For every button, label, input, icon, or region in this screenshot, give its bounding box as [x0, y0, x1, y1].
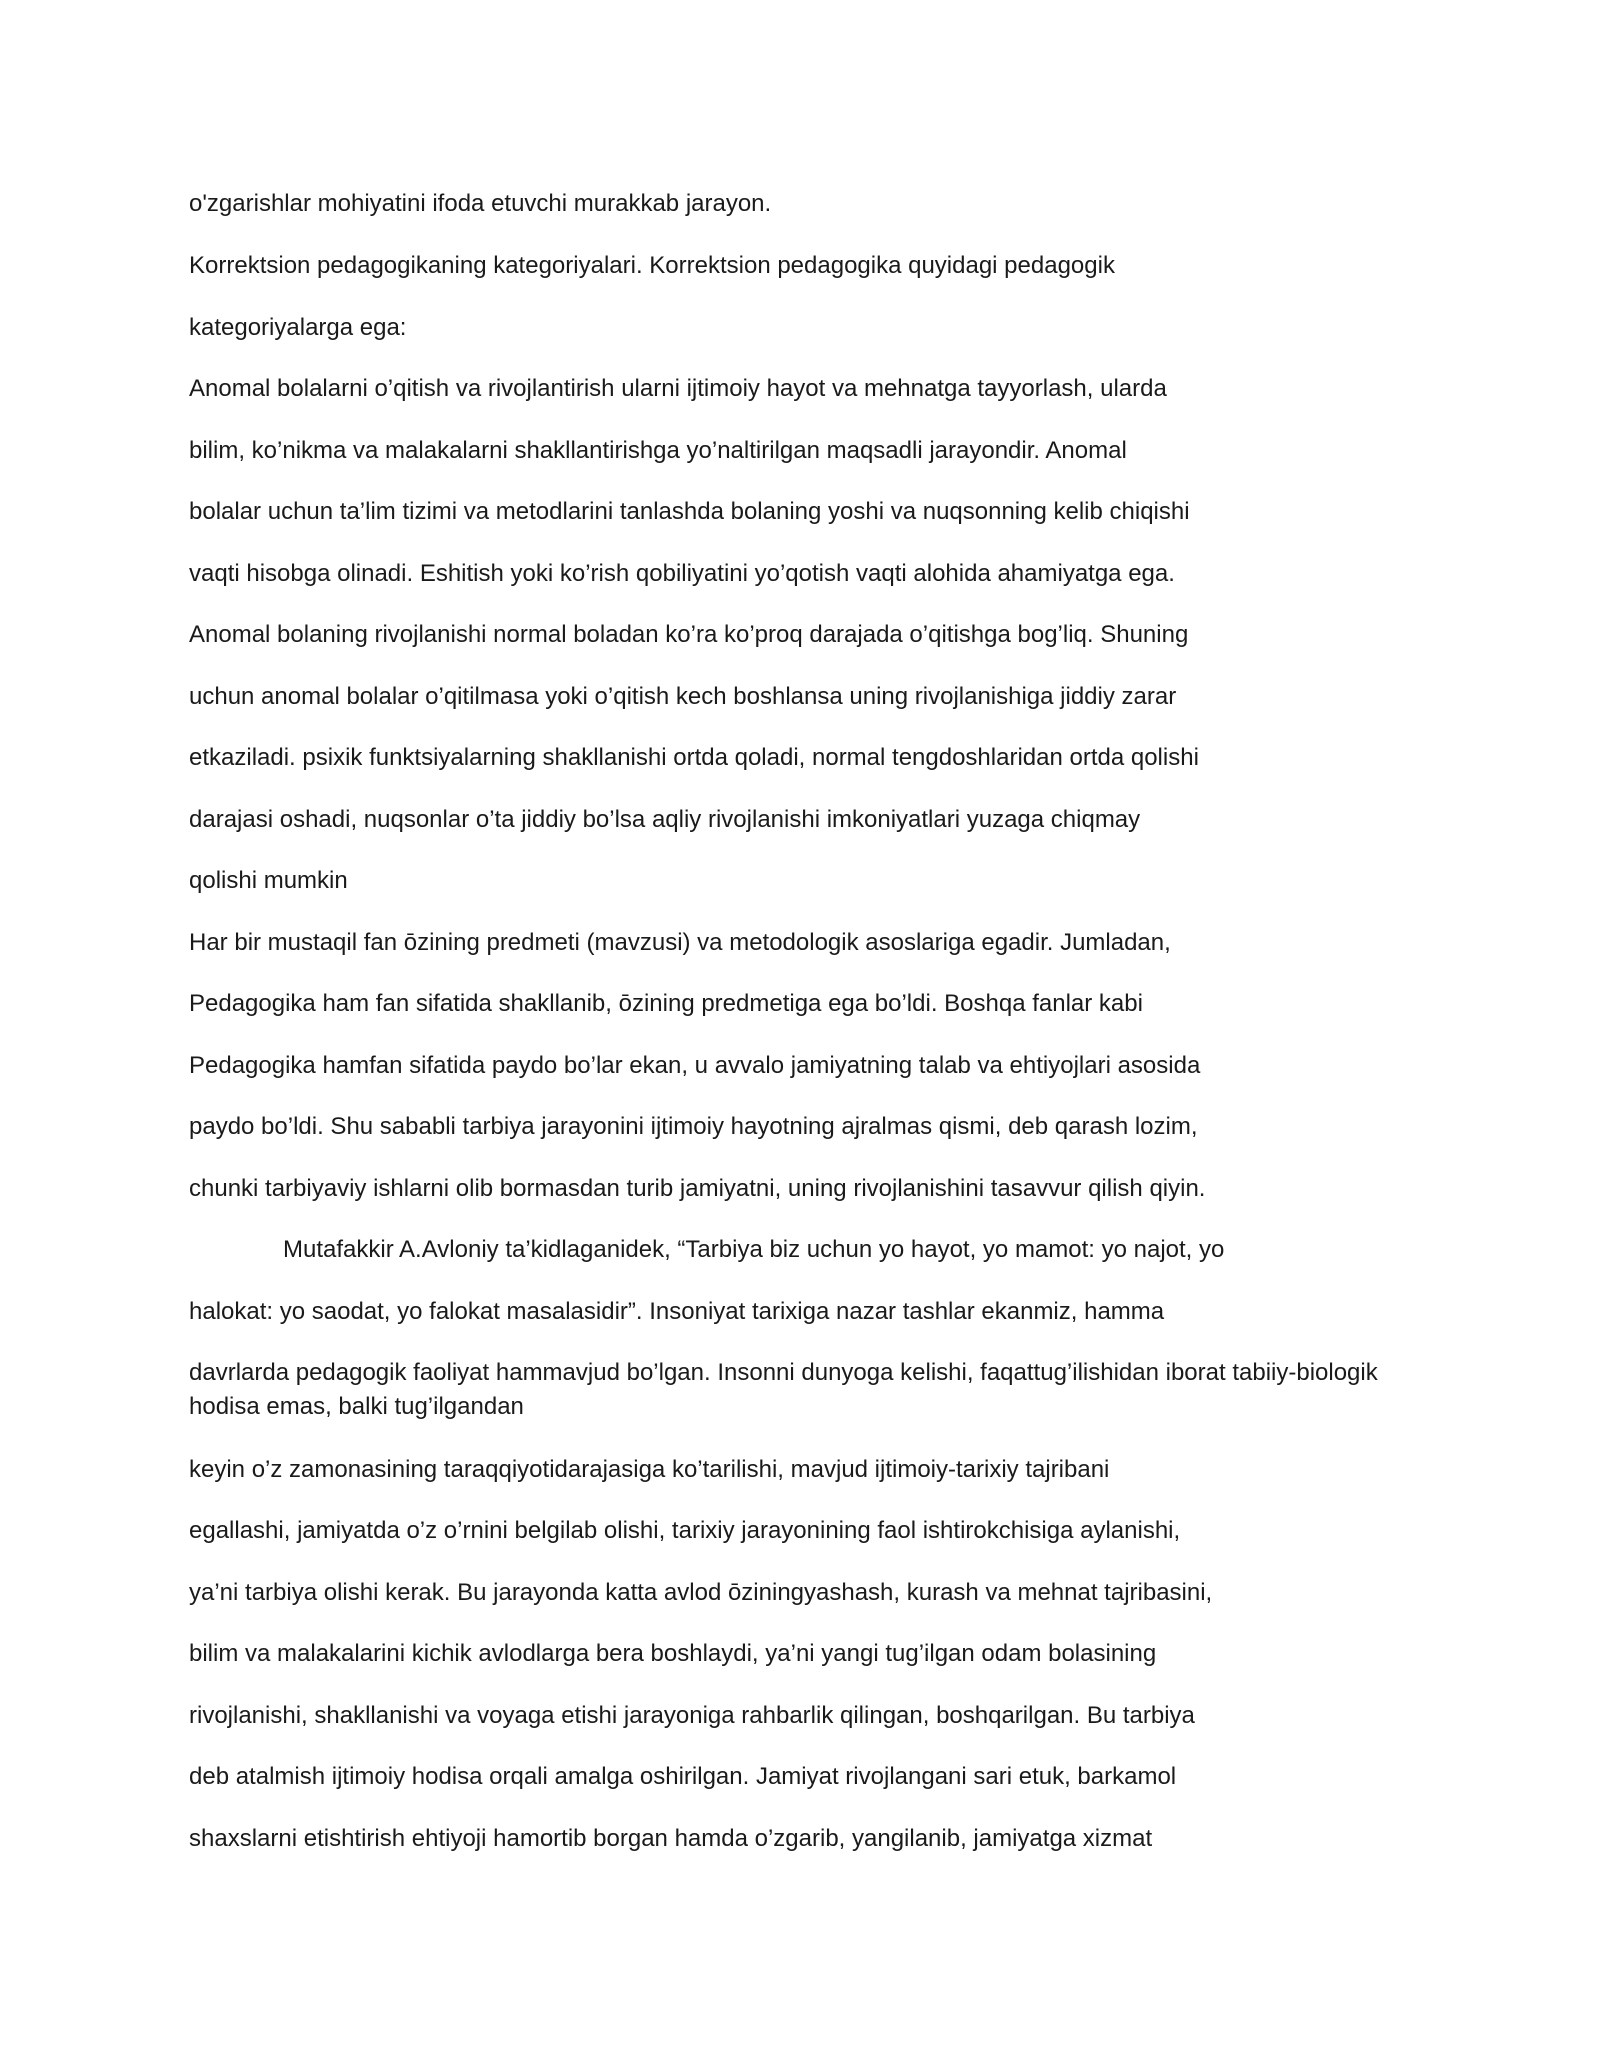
text-line: kategoriyalarga ega: — [189, 314, 407, 341]
text-line: uchun anomal bolalar o’qitilmasa yoki o’qitish kech boshlansa uning rivojlanishiga jiddiy zarar — [189, 683, 1177, 710]
text-line-indented: Mutafakkir A.Avloniy ta’kidlaganidek, “Tarbiya biz uchun yo hayot, yo mamot: yo najot, yo — [283, 1236, 1225, 1263]
text-line: egallashi, jamiyatda o’z o’rnini belgilab olishi, tarixiy jarayonining faol ishtirokchisiga aylanishi, — [189, 1517, 1181, 1544]
text-line: Har bir mustaqil fan ōzining predmeti (mavzusi) va metodologik asoslariga egadir. Jumladan, — [189, 929, 1171, 956]
text-line: Anomal bolaning rivojlanishi normal boladan ko’ra ko’proq darajada o’qitishga bog’liq. Shuning — [189, 621, 1189, 648]
text-line: vaqti hisobga olinadi. Eshitish yoki ko’rish qobiliyatini yo’qotish vaqti alohida ahamiyatga ega. — [189, 560, 1175, 587]
text-line: bilim, ko’nikma va malakalarni shakllantirishga yo’naltirilgan maqsadli jarayondir. Anomal — [189, 437, 1127, 464]
text-line: ya’ni tarbiya olishi kerak. Bu jarayonda katta avlod ōziningyashash, kurash va mehnat tajribasini, — [189, 1579, 1213, 1606]
text-line: Pedagogika ham fan sifatida shakllanib, ōzining predmetiga ega bo’ldi. Boshqa fanlar kabi — [189, 990, 1143, 1017]
text-line: keyin o’z zamonasining taraqqiyotidarajasiga ko’tarilishi, mavjud ijtimoiy-tarixiy tajribani — [189, 1456, 1110, 1483]
text-line: qolishi mumkin — [189, 867, 348, 894]
text-line: Pedagogika hamfan sifatida paydo bo’lar ekan, u avvalo jamiyatning talab va ehtiyojlari asosida — [189, 1052, 1201, 1079]
text-line: halokat: yo saodat, yo falokat masalasidir”. Insoniyat tarixiga nazar tashlar ekanmiz, hamma — [189, 1298, 1165, 1325]
text-line: deb atalmish ijtimoiy hodisa orqali amalga oshirilgan. Jamiyat rivojlangani sari etuk, barkamol — [189, 1763, 1177, 1790]
text-line-wrapped: davrlarda pedagogik faoliyat hammavjud bo’lgan. Insonni dunyoga kelishi, faqattug’ilishidan iborat tabiiy-biologik hodisa emas, balki tug’ilgandan — [189, 1359, 1378, 1420]
text-line: paydo bo’ldi. Shu sababli tarbiya jarayonini ijtimoiy hayotning ajralmas qismi, deb qarash lozim, — [189, 1113, 1198, 1140]
text-line: shaxslarni etishtirish ehtiyoji hamortib borgan hamda o’zgarib, yangilanib, jamiyatga xizmat — [189, 1825, 1153, 1852]
text-line: bolalar uchun ta’lim tizimi va metodlarini tanlashda bolaning yoshi va nuqsonning kelib chiqishi — [189, 498, 1190, 525]
text-line: Korrektsion pedagogikaning kategoriyalari. Korrektsion pedagogika quyidagi pedagogik — [189, 252, 1115, 279]
text-line: rivojlanishi, shakllanishi va voyaga etishi jarayoniga rahbarlik qilingan, boshqarilgan. Bu tarbiya — [189, 1702, 1195, 1729]
text-line: chunki tarbiyaviy ishlarni olib bormasdan turib jamiyatni, uning rivojlanishini tasavvur qilish qiyin. — [189, 1175, 1206, 1202]
text-line: bilim va malakalarini kichik avlodlarga bera boshlaydi, ya’ni yangi tug’ilgan odam bolasining — [189, 1640, 1157, 1667]
text-line: darajasi oshadi, nuqsonlar o’ta jiddiy bo’lsa aqliy rivojlanishi imkoniyatlari yuzaga chiqmay — [189, 806, 1141, 833]
text-line: Anomal bolalarni o’qitish va rivojlantirish ularni ijtimoiy hayot va mehnatga tayyorlash, ularda — [189, 375, 1167, 402]
text-line: etkaziladi. psixik funktsiyalarning shakllanishi ortda qoladi, normal tengdoshlaridan ortda qolishi — [189, 744, 1199, 771]
text-line: o'zgarishlar mohiyatini ifoda etuvchi murakkab jarayon. — [189, 190, 772, 217]
